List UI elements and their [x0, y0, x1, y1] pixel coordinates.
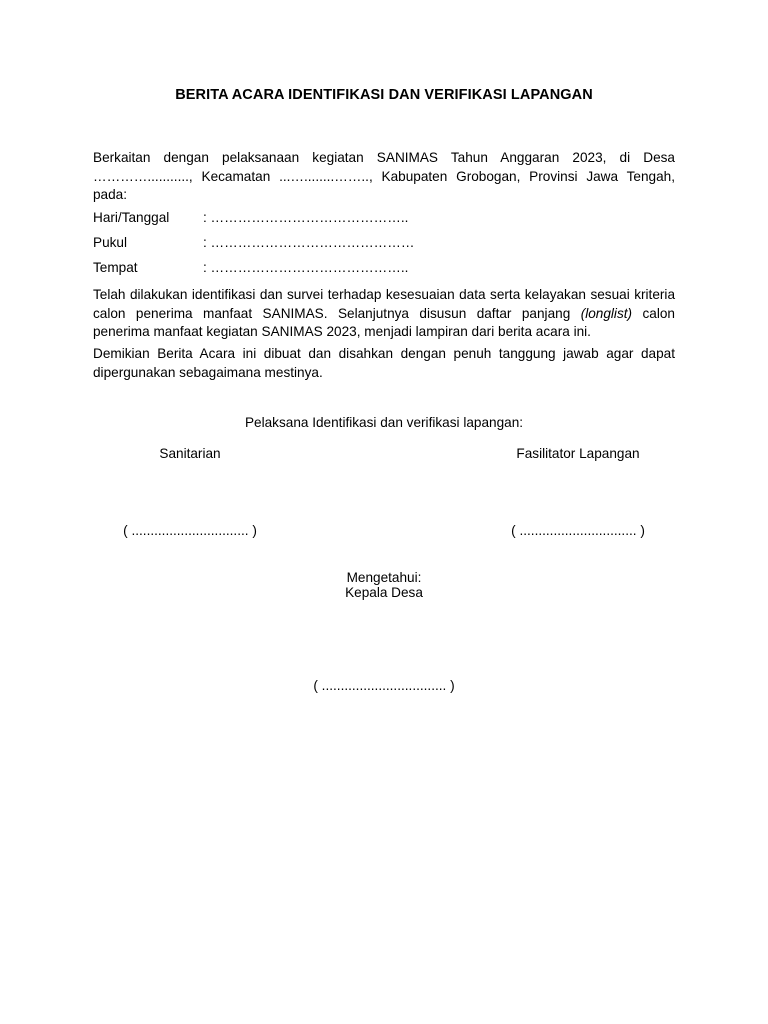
- acknowledgement-label: Mengetahui:: [346, 570, 422, 585]
- field-label: Tempat: [93, 260, 138, 275]
- paragraph-text: calon penerima manfaat kegiatan SANIMAS 2023, menjadi lampiran dari berita acara ini.: [93, 305, 675, 339]
- longlist-term: (longlist): [580, 305, 633, 321]
- document-title: BERITA ACARA IDENTIFIKASI DAN VERIFIKASI LAPANGAN: [175, 87, 593, 103]
- field-label: Hari/Tanggal: [93, 210, 170, 225]
- field-value: : ………………………………………: [203, 235, 415, 250]
- intro-paragraph: Berkaitan dengan pelaksanaan kegiatan SANIMAS Tahun Anggaran 2023, di Desa …………..........., Kecamatan ...…........…….., Kabupaten Grobogan, Provinsi Jawa Tengah, pada:: [93, 150, 675, 202]
- signer-left-blank: ( ............................... ): [123, 523, 257, 538]
- paragraph-text: Telah dilakukan identifikasi dan survei terhadap kesesuaian data serta kelayakan sesuai kriteria calon penerima manfaat SANIMAS. Selanjutnya disusun daftar panjang: [93, 287, 675, 321]
- field-hari-tanggal: [93, 209, 675, 227]
- field-pukul: [93, 234, 675, 252]
- signer-right-role: Fasilitator Lapangan: [516, 446, 640, 461]
- field-value: : ……………………………………..: [203, 260, 409, 275]
- signature-heading: Pelaksana Identifikasi dan verifikasi lapangan:: [244, 415, 524, 430]
- field-tempat: [93, 259, 675, 277]
- field-value: : ……………………………………..: [203, 210, 409, 225]
- identification-paragraph: [93, 286, 675, 342]
- field-label: Pukul: [93, 235, 128, 250]
- acknowledgement-role: Kepala Desa: [345, 585, 423, 600]
- signer-right-blank: ( ............................... ): [511, 523, 645, 538]
- signer-left-role: Sanitarian: [159, 446, 221, 461]
- acknowledgement-blank: ( ................................. ): [313, 678, 455, 693]
- closing-paragraph: Demikian Berita Acara ini dibuat dan disahkan dengan penuh tanggung jawab agar dapat dipergunakan sebagaimana mestinya.: [93, 346, 675, 380]
